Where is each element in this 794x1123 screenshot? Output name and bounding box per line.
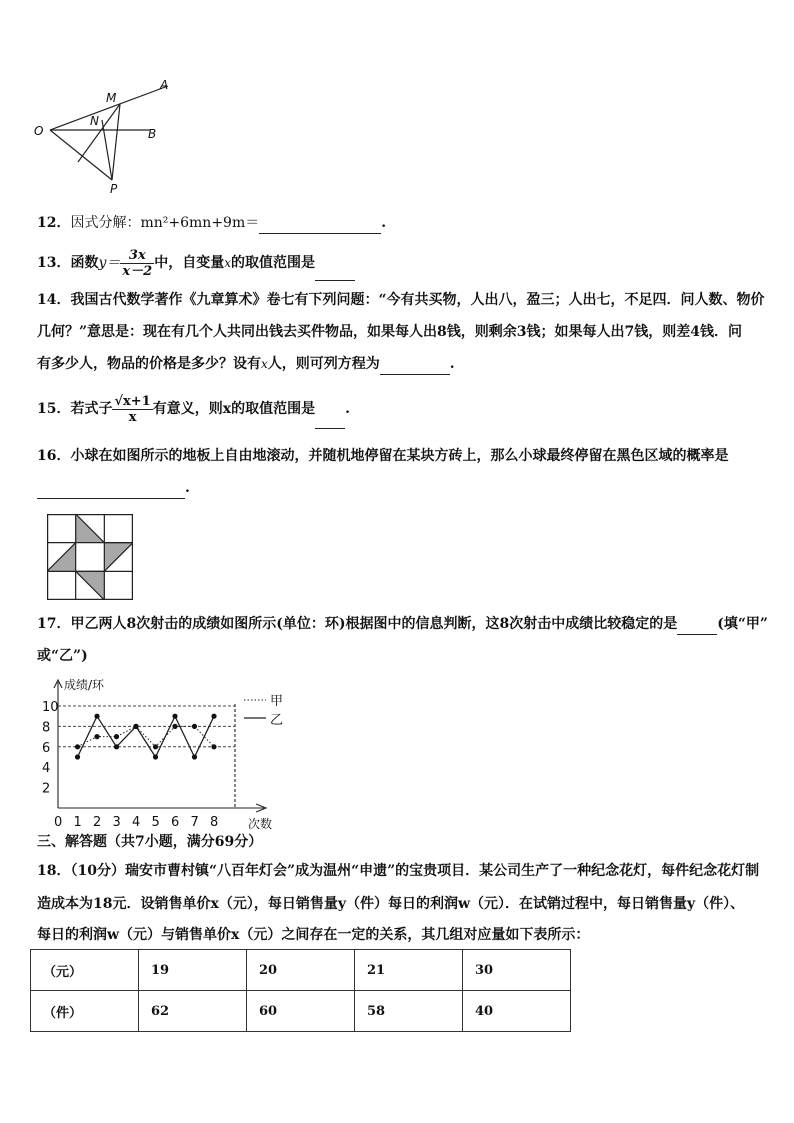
chart-legend — [244, 694, 283, 728]
x-tick-label: 5 — [151, 815, 160, 830]
q13-post: 中，自变量 — [154, 255, 225, 271]
legend-label-yi: 乙 — [270, 713, 284, 728]
q16-line-1: 16．小球在如图所示的地板上自由地滚动，并随机地停留在某块方砖上，那么小球最终停留在黑色区域的概率是 — [37, 448, 729, 464]
q13-frac-den: x－2 — [122, 263, 153, 279]
data-point-yi — [211, 714, 216, 719]
q18-line-2: 造成本为18元．设销售单价x（元），每日销售量y（件）每日的利润w（元）．在试销过程中，每日销售量y（件）、 — [37, 896, 745, 912]
question-15 — [37, 390, 350, 428]
y-tick-label: 8 — [42, 720, 51, 736]
q15-frac-den: x — [128, 409, 137, 425]
legend-label-jia: 甲 — [270, 694, 284, 709]
q14-answer-blank — [380, 354, 450, 375]
q18-data-table — [30, 949, 571, 1032]
table-cell: 62 — [139, 991, 247, 1032]
x-tick-label: 7 — [190, 815, 199, 830]
q13-frac-num: 3x — [120, 248, 154, 264]
q16-end: . — [185, 480, 190, 496]
table-cell: （元） — [31, 950, 139, 991]
table-cell: 21 — [355, 950, 463, 991]
data-point-jia — [153, 744, 158, 749]
q18-line-1: 18．（10分）瑞安市曹村镇“八百年灯会”成为温州“申遗”的宝贵项目．某公司生产了一种纪念花灯，每件纪念花灯制 — [37, 863, 760, 879]
data-point-yi — [114, 744, 119, 749]
q17-line-2: 或“乙”) — [37, 648, 88, 664]
floor-tile-figure — [47, 514, 133, 600]
q17-text: 17．甲乙两人8次射击的成绩如图所示(单位：环)根据图中的信息判断，这8次射击中成绩比较稳定的是 — [37, 616, 678, 632]
table-cell: 20 — [247, 950, 355, 991]
y-tick-label: 4 — [42, 761, 51, 777]
x-tick-label: 1 — [73, 815, 82, 830]
table-cell: 19 — [139, 950, 247, 991]
table-cell: （件） — [31, 991, 139, 1032]
question-12 — [37, 213, 386, 234]
q14-line3-pre: 有多少人，物品的价格是多少？设有 — [37, 356, 261, 372]
table-row — [31, 991, 571, 1032]
segment-op — [50, 130, 112, 180]
y-tick-label: 2 — [42, 781, 51, 797]
q13-post2: 的取值范围是 — [230, 255, 315, 271]
segment-m-diag — [78, 104, 120, 162]
q12-number: 12． — [37, 215, 71, 231]
q13-var: x — [224, 256, 231, 270]
q15-answer-blank — [315, 390, 345, 429]
q13-y: y＝ — [98, 255, 121, 271]
data-point-yi — [133, 724, 138, 729]
q17-line1-end: (填“甲” — [717, 616, 768, 632]
data-point-yi — [75, 754, 80, 759]
x-tick-label: 8 — [210, 815, 219, 830]
q15-pre: 若式子 — [70, 401, 113, 417]
q14-end: . — [449, 356, 455, 372]
x-tick-label: 0 — [54, 815, 63, 830]
q15-end: . — [345, 401, 350, 417]
label-a: A — [160, 78, 169, 92]
q14-line-2: 几何？”意思是：现在有几个人共同出钱去买件物品，如果每人出8钱，则剩余3钱；如果每人出7钱，则差4钱．问 — [37, 324, 743, 340]
label-m: M — [106, 91, 117, 105]
table-cell: 30 — [463, 950, 571, 991]
q14-line-1: 14．我国古代数学著作《九章算术》卷七有下列问题：“今有共买物，人出八，盈三；人出七，不足四．问人数、物价 — [37, 292, 765, 308]
x-tick-label: 3 — [112, 815, 121, 830]
x-tick-label: 2 — [93, 815, 102, 830]
data-point-yi — [192, 754, 197, 759]
q15-frac-num: √x+1 — [114, 393, 151, 409]
segment-mp — [112, 104, 120, 180]
table-cell: 60 — [247, 991, 355, 1032]
q12-answer-blank — [259, 213, 381, 234]
data-point-jia — [211, 744, 216, 749]
data-point-yi — [172, 714, 177, 719]
label-p: P — [110, 182, 118, 196]
data-point-jia — [94, 734, 99, 739]
q14-line3-post: 人，则可列方程为 — [267, 356, 380, 372]
q17-answer-blank — [677, 614, 717, 635]
y-axis-label: 成绩/环 — [64, 678, 105, 692]
data-point-jia — [192, 724, 197, 729]
data-point-yi — [153, 754, 158, 759]
q15-fraction — [112, 394, 152, 425]
x-tick-label: 4 — [132, 815, 141, 830]
q15-number: 15． — [37, 401, 71, 417]
q13-fraction — [120, 248, 154, 279]
q18-line-3: 每日的利润w（元）与销售单价x（元）之间存在一定的关系，其几组对应量如下表所示： — [37, 927, 590, 943]
q13-number: 13． — [37, 255, 71, 271]
q12-text: 因式分解：mn²+6mn+9m＝ — [70, 215, 260, 231]
shooting-score-chart — [38, 674, 298, 834]
angle-figure — [30, 72, 180, 197]
label-b: B — [148, 127, 157, 141]
table-row — [31, 950, 571, 991]
q16-line-2 — [37, 478, 190, 499]
y-tick-label: 10 — [42, 700, 59, 715]
x-axis-label: 次数 — [248, 817, 273, 831]
label-o: O — [34, 124, 44, 138]
q14-line-3 — [37, 354, 455, 375]
data-point-yi — [94, 714, 99, 719]
label-n: N — [90, 114, 99, 128]
x-tick-label: 6 — [171, 815, 180, 830]
q13-answer-blank — [315, 246, 355, 281]
question-13 — [37, 246, 355, 280]
data-point-jia — [114, 734, 119, 739]
section-3-title: 三、解答题（共7小题，满分69分） — [37, 834, 263, 850]
segment-np — [102, 120, 112, 180]
y-tick-label: 6 — [42, 740, 51, 756]
data-point-jia — [172, 724, 177, 729]
q16-answer-blank — [37, 478, 185, 499]
q14-var: x — [261, 357, 268, 371]
q12-end: . — [381, 215, 387, 231]
q15-post: 有意义，则x的取值范围是 — [152, 401, 316, 417]
q17-line-1 — [37, 614, 768, 635]
data-point-jia — [75, 744, 80, 749]
table-cell: 58 — [355, 991, 463, 1032]
table-cell: 40 — [463, 991, 571, 1032]
q13-pre: 函数 — [70, 255, 99, 271]
